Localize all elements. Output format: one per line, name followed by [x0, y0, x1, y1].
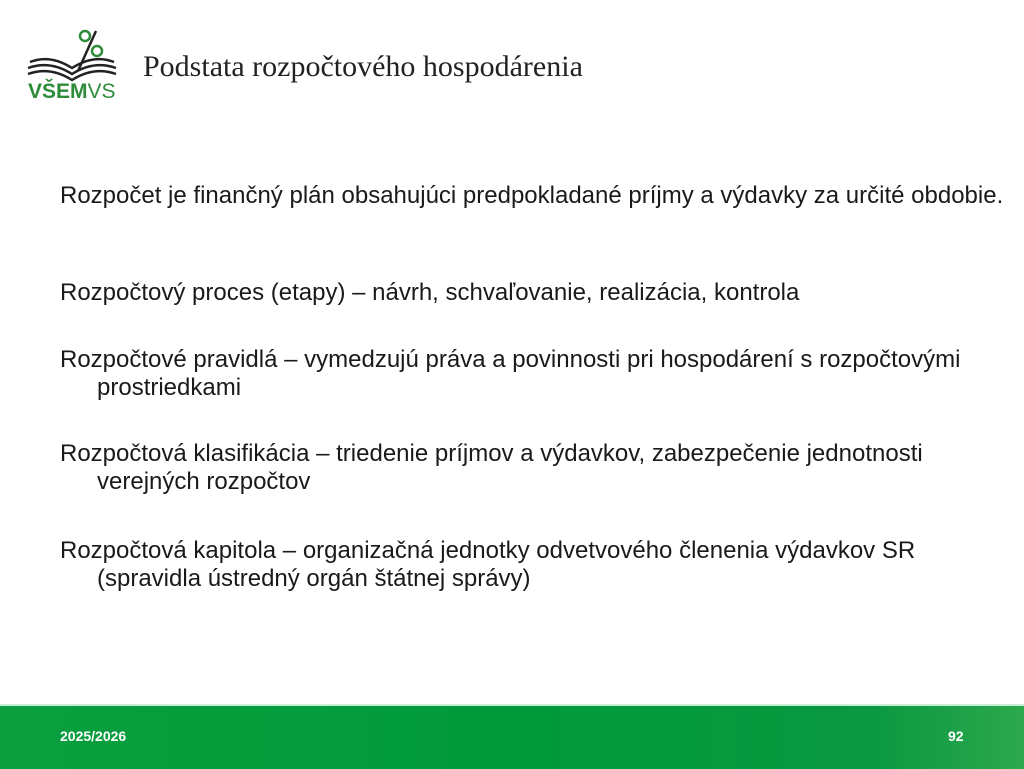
paragraph-budget-definition: Rozpočet je finančný plán obsahujúci predpokladané príjmy a výdavky za určité obdobie.: [60, 182, 1004, 209]
slide-title: Podstata rozpočtového hospodárenia: [143, 50, 583, 83]
paragraph-budget-rules: Rozpočtové pravidlá – vymedzujú práva a povinnosti pri hospodárení s rozpočtovými prostriedkami: [60, 346, 961, 401]
paragraph-budget-process: Rozpočtový proces (etapy) – návrh, schvaľovanie, realizácia, kontrola: [60, 279, 800, 306]
footer-year: 2025/2026: [60, 728, 127, 744]
book-percent-icon: [22, 26, 122, 86]
paragraph-budget-chapter: Rozpočtová kapitola – organizačná jednotky odvetvového členenia výdavkov SR (spravidla ústredný orgán štátnej správy): [60, 537, 916, 592]
paragraph-budget-classification: Rozpočtová klasifikácia – triedenie príjmov a výdavkov, zabezpečenie jednotnosti verejných rozpočtov: [60, 440, 923, 495]
page-number: 92: [948, 728, 964, 744]
footer-bar: [0, 704, 1024, 769]
logo-text: VŠEMVS: [28, 80, 116, 103]
